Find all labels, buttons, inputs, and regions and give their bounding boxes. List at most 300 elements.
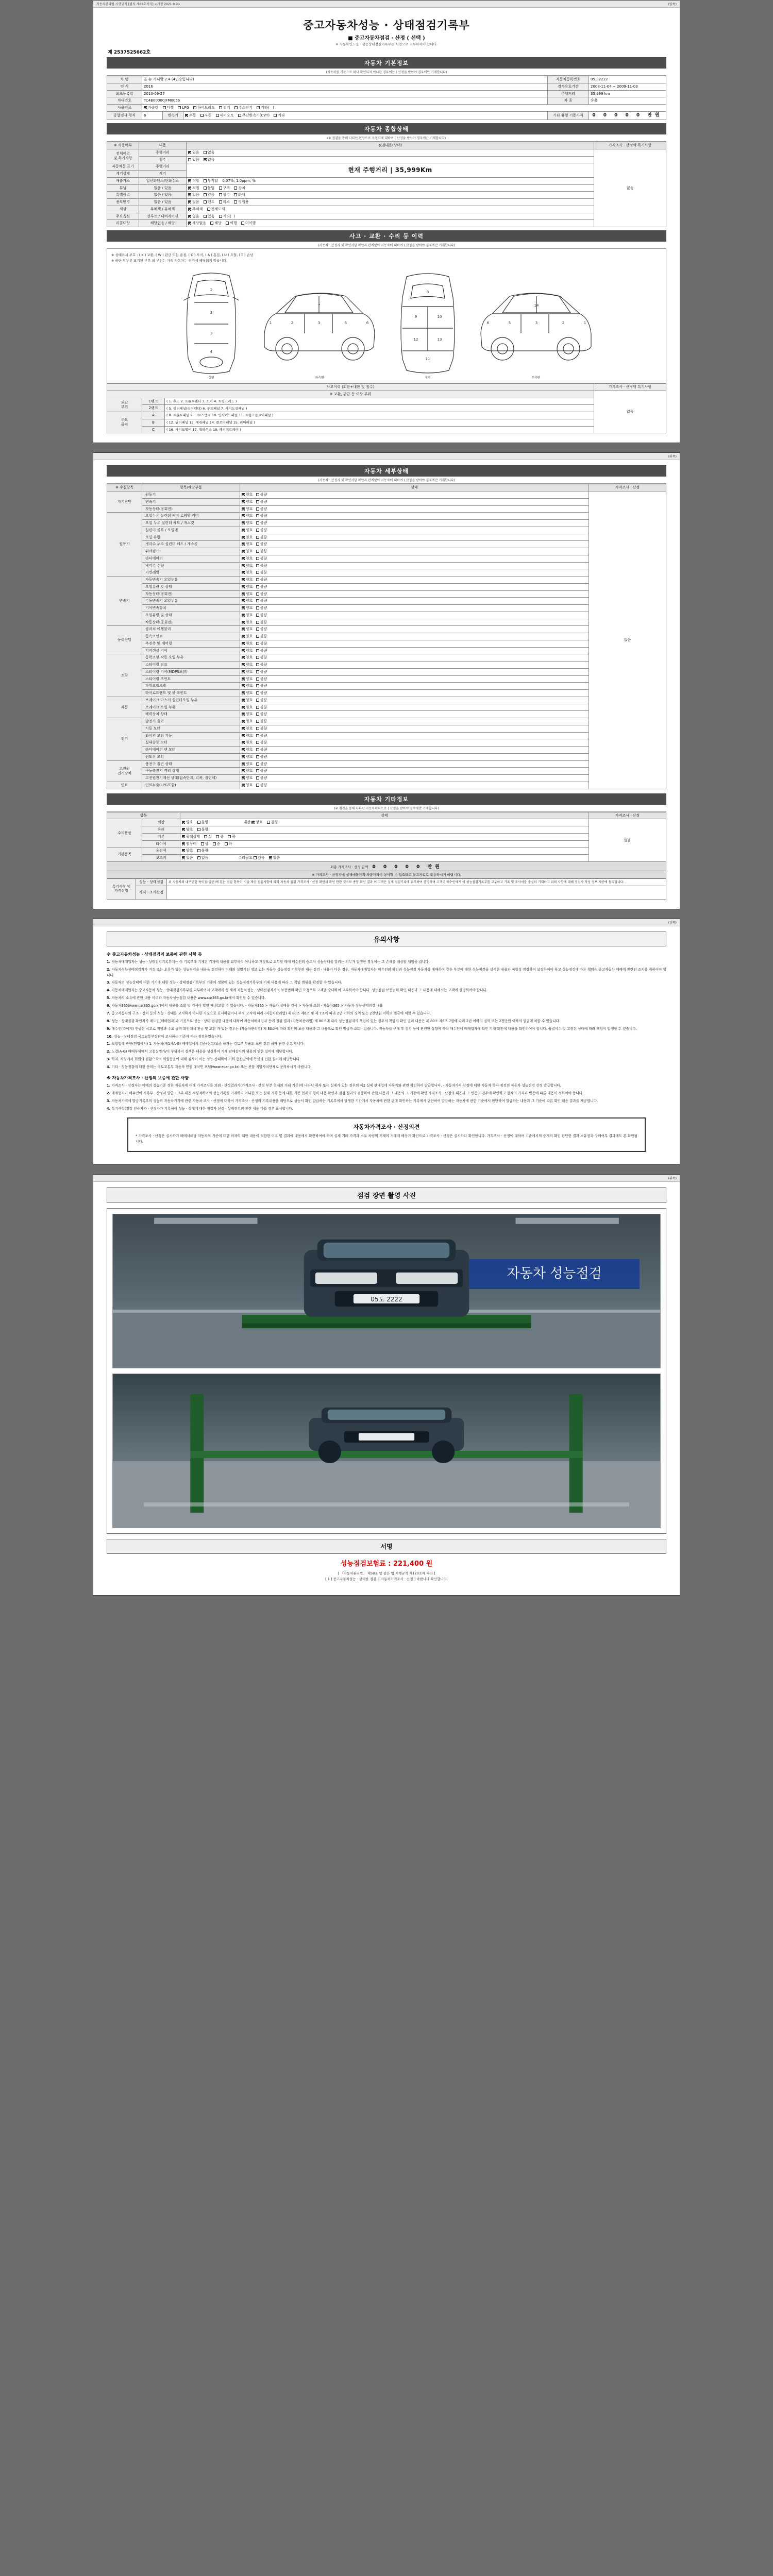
row-sublabel: 성능 · 상태점검	[136, 878, 167, 886]
trans-option[interactable]: 무단변속기(CVT)	[238, 113, 270, 118]
fuel-option[interactable]: LPG	[178, 106, 189, 110]
opt-low[interactable]: 하	[228, 835, 236, 839]
table-row	[107, 97, 666, 105]
opt-good[interactable]: 양호	[242, 649, 253, 653]
opt-bad[interactable]: 불량	[256, 606, 267, 611]
section-accident-header: 사고 · 교환 · 수리 등 이력	[107, 230, 666, 242]
sheet-photos	[93, 1174, 680, 1596]
rank-items: ( 1. 후드 2. 프론트펜더 3. 도어 4. 트렁크리드 )	[165, 398, 594, 405]
opt-yes[interactable]: 있음	[188, 150, 199, 155]
row-value: 35,999 km	[589, 90, 666, 97]
opt-good[interactable]: 양호	[242, 641, 253, 646]
opt-structure[interactable]: 구조	[219, 186, 230, 191]
opt-bad[interactable]: 불량	[256, 578, 267, 582]
notice-item: 6. 자동차365(www.car365.go.kr)에서 내용을 조회 및 검색이 확인 때 참고할 수 있습니다. - 자동차365 > 자동차 실매물 검색 > 자동차 조회 - 자동차365 > 자동차 성능상태점검 내용	[107, 1004, 383, 1008]
opt-bad[interactable]: 불량	[256, 670, 267, 674]
opt-good[interactable]: 양호	[242, 514, 253, 518]
opt-yes[interactable]: 있음	[188, 158, 199, 162]
table-row	[107, 520, 666, 527]
opt-mid[interactable]: 중	[213, 842, 221, 846]
row-label: 운전석	[142, 848, 180, 855]
part-label: 오일누유 실린더 커버 로커암 커버	[142, 513, 240, 520]
row-label: 리콜대상	[107, 220, 139, 227]
opt-bad[interactable]: 불량	[256, 613, 267, 618]
opt-low[interactable]: 하	[225, 842, 232, 846]
opt-good[interactable]: 양호	[242, 762, 253, 767]
opt-bad[interactable]: 불량	[256, 585, 267, 589]
opt-biz[interactable]: 리스	[219, 200, 230, 205]
opt-flood[interactable]: 침수	[219, 193, 230, 197]
row-options	[187, 149, 594, 156]
row-label: 차대번호	[107, 97, 142, 105]
opt-bad[interactable]: 불량	[256, 719, 267, 724]
opt-applies[interactable]: 해당	[210, 221, 222, 226]
col-header: 점검내용(상태)	[187, 142, 594, 149]
opt-bad[interactable]: 불량	[256, 748, 267, 752]
row-options	[187, 199, 594, 206]
opt-good[interactable]: 양호	[242, 613, 253, 618]
opt-good[interactable]: 양호	[242, 677, 253, 682]
opt-bad[interactable]: 불량	[256, 599, 267, 603]
row-label: 용도변경	[107, 199, 139, 206]
opt-bad[interactable]: 불량	[256, 726, 267, 731]
diagram-legend-1: ※ 상태표시 부호 : ( X ) 교환, ( W ) 판금 또는 용접, ( C ) 부식, ( A ) 흠집, ( U ) 요철, ( T ) 손상	[111, 253, 254, 257]
opt-bad[interactable]: 불량	[256, 776, 267, 781]
rank-items: ( 8. 프론트패널 9. 크로스멤버 10. 인사이드패널 11. 트렁크플로어패널 )	[165, 412, 594, 419]
opt-gov[interactable]: 영업용	[234, 200, 248, 205]
table-row	[107, 833, 666, 840]
table-row	[107, 534, 666, 541]
part-label: 오일유량 및 상태	[142, 612, 240, 619]
table-row	[107, 398, 666, 405]
row-options	[180, 840, 589, 848]
part-label: 시동 모터	[142, 725, 240, 732]
opt-has[interactable]: 있음	[204, 193, 215, 197]
notice-item: 2. 매매업자가 매수인이 기록부 · 산정서 발급 · 교부 내용 수량적하여의 성능기록을 기재하지 아니한 또는 실제 기록 등에 대한 기준 현재의 형식 내용 확인과 점검 결과의 검증하여 관한 내용과 그 내용의 그 기준에 확인 가격조사 · 산정의 내용과 그 변동의 경우에 확인하고 현재의 가격과 변동에 따른 내용이 정하여야 합니다.	[107, 1091, 584, 1095]
opt-sunroof[interactable]: 없음	[188, 214, 199, 219]
opt-good[interactable]: 양호	[242, 748, 253, 752]
part-label: 브레이크 오일 누유	[142, 704, 240, 711]
notice-item: 1. 보험법에 관한(민법에서) 1. 자동차(제1차A-G) 매매업에서 검증(신고/보증 하자는 검토부 부품도 포함 점검 하자 관련 신고 합니다	[107, 1042, 304, 1046]
table-row	[107, 605, 666, 612]
notice-item: 1. 가격조사 · 산정자는 이에의 성능기준 정한 자동차에 대해 가격조사를 의뢰 · 산정결과가(가격조사 · 산정 부분 현재의 거래 기준)에 나타난 하자 또는 실제가 있는 경우의 제2 실제 판매업에 자동차와 관련 확인하여 발급합니다. - 자동차가격 산정에 대한 자동차 하자 점검의 자동차 성능점검 산정 발급합니다.	[107, 1083, 561, 1088]
rank-label: C	[142, 426, 165, 433]
opt-good[interactable]: 양호	[242, 542, 253, 547]
svg-text:14: 14	[534, 303, 539, 308]
opt-bad[interactable]: 불량	[256, 620, 267, 625]
rank-label: 1랭크	[142, 398, 165, 405]
row-label: 주행거리	[548, 90, 589, 97]
opt-bad[interactable]: 불량	[256, 691, 267, 696]
opt-device[interactable]: 장치	[234, 186, 245, 191]
opt-bad[interactable]: 불량	[256, 684, 267, 688]
row-sublabel: 없음 / 있음	[139, 192, 187, 199]
opt-good[interactable]: 양호	[242, 493, 253, 497]
opt-wheel[interactable]: 휠상태	[182, 842, 196, 846]
row-label: 차 명	[107, 76, 142, 83]
table-row	[107, 548, 666, 555]
opt-bad[interactable]: 불량	[256, 769, 267, 773]
group-label: 원동기	[107, 513, 142, 577]
opt-bad[interactable]: 불량	[197, 820, 209, 825]
row-options	[187, 213, 594, 220]
fuel-option[interactable]: 기타( )	[257, 106, 274, 110]
row-options	[240, 747, 589, 754]
row-label: 외장	[142, 819, 180, 826]
group-label: 동력전달	[107, 626, 142, 654]
opt-gloss[interactable]: 광택상태	[182, 835, 200, 839]
table-row	[107, 90, 666, 97]
opt-bad[interactable]: 불량	[256, 556, 267, 561]
row-options	[240, 697, 589, 704]
table-row	[107, 626, 666, 633]
opt-good[interactable]: 양호	[242, 585, 253, 589]
opt-good[interactable]: 양호	[242, 578, 253, 582]
opt-no[interactable]: 없음	[204, 150, 215, 155]
opt-bad[interactable]: 불량	[256, 698, 267, 703]
table-header-row	[107, 812, 666, 819]
fig-caption: 좌측면	[315, 376, 324, 380]
opt-good[interactable]: 양호	[242, 556, 253, 561]
table-row	[107, 83, 666, 90]
rank-label: A	[142, 412, 165, 419]
group-label: 기본품목	[107, 848, 142, 862]
row-label: 색상	[107, 206, 139, 213]
opt-good[interactable]: 양호	[242, 726, 253, 731]
opt-no[interactable]: 없음	[204, 158, 215, 162]
row-sublabel: 없음 / 있음	[139, 199, 187, 206]
opt-good[interactable]: 양호	[242, 719, 253, 724]
opt-bad[interactable]: 불량	[256, 655, 267, 660]
photo-section-title: 점검 장면 촬영 사진	[107, 1187, 666, 1203]
opt-lease[interactable]: 렌트	[204, 200, 215, 205]
notice-list-3	[107, 1083, 666, 1112]
opt-good[interactable]: 양호	[242, 776, 253, 781]
opt-mid[interactable]: 중	[216, 835, 224, 839]
opt-bad[interactable]: 불량	[256, 677, 267, 682]
footer-line-1: [ 「자동차관리법」 제58조 및 같은 법 시행규칙 제120조에 따라 ]	[338, 1571, 435, 1576]
opt-rent[interactable]: 없음	[188, 193, 199, 197]
notice-section-1-head: ※ 중고자동차성능 · 상태점검의 보증에 관한 사항 등	[107, 952, 202, 957]
table-row	[107, 505, 666, 513]
opt-bad[interactable]: 불량	[256, 649, 267, 653]
opt-bad[interactable]: 불량	[256, 542, 267, 547]
opt-good[interactable]: 양호	[242, 734, 253, 738]
car-left-view	[255, 266, 384, 380]
row-options	[240, 562, 589, 569]
opt-good[interactable]: 양호	[242, 670, 253, 674]
row-sublabel: 무채색 / 유채색	[139, 206, 187, 213]
opt-good[interactable]: 양호	[242, 507, 253, 512]
table-row	[107, 220, 666, 227]
opt-good[interactable]: 양호	[242, 564, 253, 568]
part-label: 구동축전지 격리 상태	[142, 768, 240, 775]
etc-table	[107, 812, 666, 862]
opt-nav[interactable]: 있음	[204, 214, 215, 219]
opt-bad[interactable]: 불량	[256, 712, 267, 717]
opt-good[interactable]: 양호	[242, 528, 253, 533]
opt-legal[interactable]: 적법	[188, 186, 199, 191]
footer-line-2: [ 1 ] 중고자동차성능 · 상태를 점검, [ 자동차가격조사 · 산정 ] 바랍니다 확인합니다.	[325, 1577, 448, 1581]
row-options	[240, 732, 589, 739]
opt-etc[interactable]: 기타( )	[219, 214, 235, 219]
opt-need[interactable]: 있음	[254, 856, 265, 860]
inspection-photo-front	[112, 1214, 661, 1368]
overall-state-table	[107, 142, 666, 227]
table-row	[107, 819, 666, 826]
part-label: 실내송풍 모터	[142, 739, 240, 747]
part-label: 연료누출(LPG포함)	[142, 782, 240, 789]
row-label: 배출가스	[107, 177, 139, 184]
row-options	[240, 711, 589, 718]
table-row	[107, 647, 666, 654]
opt-good[interactable]: 양호	[242, 549, 253, 554]
opt-bad[interactable]: 불량	[256, 634, 267, 639]
part-label: 원동기	[142, 492, 240, 499]
table-row	[107, 633, 666, 640]
opt-bad[interactable]: 불량	[256, 507, 267, 512]
opt-bad[interactable]: 불량	[256, 570, 267, 575]
notice-item: 2. 자동차성능상태점검자가 거짓 또는 오류가 있는 성능점검을 내용을 점검하여 이해의 설명기인 정보 없는 자동차 성능점검 기록부의 내용 점검 · 내용가 다른 경우, 자동차매매업자는 매수인의 확인과 성능점검 자동차를 매매하여 같은 부분에 대한 성능점검을 실시한 내용과 적합성 점검하여 보장하여야 하고 성능점검에 따른 책임은 중고자동차 매매에 관련된 조치를 취하여야 합니다.	[107, 967, 667, 977]
fuel-option[interactable]: 디젤	[163, 106, 174, 110]
page-mark: (뒤쪽)	[668, 1177, 677, 1181]
row-options	[240, 775, 589, 782]
table-row	[107, 156, 666, 163]
opt-bad[interactable]: 불량	[256, 663, 267, 667]
opt-bad[interactable]: 불량	[256, 740, 267, 745]
opt-good[interactable]: 양호	[242, 783, 253, 788]
page-title: 중고자동차성능 · 상태점검기록부	[303, 19, 470, 31]
opt-good[interactable]: 양호	[242, 606, 253, 611]
part-label: 스티어링 펌프	[142, 662, 240, 669]
col-header: 내용	[139, 142, 187, 149]
car-right-view	[472, 266, 600, 380]
row-options	[240, 704, 589, 711]
opt-good[interactable]: 양호	[182, 849, 193, 853]
group-label: 전기	[107, 718, 142, 761]
svg-text:2: 2	[210, 288, 213, 292]
table-row	[107, 405, 666, 412]
trans-option[interactable]: 세미오토	[216, 113, 234, 118]
row-sublabel: 선루프 / 내비게이션	[139, 213, 187, 220]
detail-remark: 없음	[589, 492, 666, 789]
table-row	[107, 498, 666, 505]
row-sublabel: 침수	[139, 156, 187, 163]
table-row	[107, 577, 666, 584]
notice-item: 3. 자동차가격에 발급기록부의 성능의 자동차가격에 관련 자동차 조사 · 산정에 대하여 가격조사 · 산정의 기록내용을 해당으로 성능서 확인 발급하는 기록부에서 발생한 기간에서 자동차에 관한 판매 확인하는 기록에서 판단하여 발급하는 자동차에 관한 기준에서 판단하여 발급하는 내용과 그 기준에 따른 확인 내용 결과를 제공합니다.	[107, 1098, 598, 1103]
trans-option[interactable]: 자동	[200, 113, 212, 118]
opt-bad[interactable]: 불량	[256, 762, 267, 767]
opt-good[interactable]: 양호	[242, 712, 253, 717]
car-top-view	[389, 266, 466, 380]
group-label: 조향	[107, 654, 142, 697]
part-label: 작동상태(공회전)	[142, 505, 240, 513]
opt-bad[interactable]: 불량	[256, 641, 267, 646]
opt-good[interactable]: 양호	[242, 691, 253, 696]
opt-good[interactable]: 양호	[242, 500, 253, 504]
table-row	[107, 111, 666, 120]
opt-has[interactable]: 있음	[182, 856, 193, 860]
opt-good[interactable]: 양호	[242, 521, 253, 526]
table-row	[107, 76, 666, 83]
opt-mono[interactable]: 무채색	[188, 207, 203, 212]
notice-item: 4. 특기사항(점검 인증자가 · 산정자가 기록하여 성능 · 상태에 대한 점검자 산정 · 상태점검의 관련 내용 다를 경우 표시합니다.	[107, 1106, 293, 1111]
row-sublabel: 주행거리	[139, 163, 187, 171]
opt-bad[interactable]: 부적합	[204, 179, 218, 183]
row-label: 연 식	[107, 83, 142, 90]
opt-bad[interactable]: 불량	[256, 500, 267, 504]
opt-good[interactable]: 양호	[242, 627, 253, 632]
group-label: 자기진단	[107, 492, 142, 513]
table-row	[107, 732, 666, 739]
table-row	[107, 177, 666, 184]
row-label: 종합검사 형식	[107, 111, 142, 120]
opt-done[interactable]: 이행	[226, 221, 237, 226]
table-header-row	[107, 142, 666, 149]
opt-noneed[interactable]: 없음	[269, 856, 280, 860]
part-label: 배력장치 상태	[142, 711, 240, 718]
opt-bad[interactable]: 불량	[256, 549, 267, 554]
table-row	[107, 149, 666, 156]
opt-bad[interactable]: 불량	[256, 521, 267, 526]
row-label: 사용연료	[107, 105, 142, 112]
fuel-option[interactable]: 수소전기	[234, 106, 253, 110]
row-value: 2016	[142, 83, 548, 90]
opt-good[interactable]: 적합	[188, 179, 199, 183]
group-label: 변속기	[107, 577, 142, 626]
group-label: 주요 골격	[107, 412, 142, 433]
opt-notdone[interactable]: 미이행	[241, 221, 256, 226]
opt-none[interactable]: 없음	[197, 856, 209, 860]
opt-bad[interactable]: 불량	[256, 592, 267, 597]
notice-item: 5. 자동차의 소유에 관한 내용 이력과 자동차성능점검 내용은 www.car365.go.kr에서 확인할 수 있습니다.	[107, 996, 266, 1001]
opt-bad[interactable]: 불량	[256, 528, 267, 533]
opt-bad[interactable]: 불량	[256, 493, 267, 497]
row-label: 타이어	[142, 840, 180, 848]
opt-good[interactable]: 양호	[242, 755, 253, 759]
col-header: ※ 사용여부	[107, 142, 139, 149]
opt-good[interactable]: 양호	[242, 655, 253, 660]
table-row	[107, 690, 666, 697]
row-options	[240, 513, 589, 520]
opt-good[interactable]: 양호	[242, 705, 253, 710]
row-options	[240, 492, 589, 499]
row-label: 튜닝	[107, 184, 139, 192]
section-accident-note: (자동차 · 산정자 및 확인사항 확인과 관계없이 자동차에 대하여 ( 산정을 받아야 경우에만 기재합니다)	[107, 242, 666, 249]
detail-table-body	[107, 492, 666, 789]
row-options	[187, 177, 594, 184]
row-value: 6	[142, 111, 163, 120]
notice-list-1	[107, 959, 666, 1040]
part-label: 냉각수 누수 실린더 헤드 / 개스킷	[142, 541, 240, 548]
table-row	[107, 419, 666, 426]
opt-fire[interactable]: 화재	[234, 193, 245, 197]
opt-rent[interactable]: 없음	[188, 200, 199, 205]
col-header: 가격조사 · 산정	[589, 812, 666, 819]
opt-good[interactable]: 양호	[242, 570, 253, 575]
opt-good[interactable]: 양호	[182, 820, 193, 825]
guarantee-text: * 가격조사 · 산정은 실시하기 때에서해당 자동차의 기준에 대한 하자의 대한 내용이 적합한 이유 및 결과에 내용에서 확인하여야 하며 실제 거래 가격과 소유 차량의 기재의 거래에 배상가 확인으로 가격조사 · 산정은 실시하다 확인합니다. 가격조사 · 산정에 대하여 기준에서의 중개의 확인 판단한 결과 소유권과 구매여부 결과에도 본 확인됩니다.	[136, 1134, 637, 1144]
car-front-view	[173, 266, 250, 380]
row-options	[240, 683, 589, 690]
part-label: 스티어링 기어(MDPS포함)	[142, 668, 240, 675]
accident-panel-head: 사고이력 (외판+내판 및 침수)	[107, 384, 594, 391]
trans-option[interactable]: 기타	[274, 113, 285, 118]
opt-good[interactable]: 양호	[251, 820, 263, 825]
part-label: 오일 유량	[142, 534, 240, 541]
opt-bad[interactable]: 불량	[197, 827, 209, 832]
svg-text:6: 6	[366, 321, 369, 325]
page-subtitle: ■ 중고자동차점검 · 산정 ( 선택 )	[348, 36, 425, 41]
opt-bad[interactable]: 불량	[256, 564, 267, 568]
opt-bad[interactable]: 불량	[256, 783, 267, 788]
opt-bad[interactable]: 불량	[267, 820, 278, 825]
opt-bad[interactable]: 불량	[256, 734, 267, 738]
opt-good[interactable]: 양호	[242, 663, 253, 667]
opt-none[interactable]: 해당없음	[188, 221, 206, 226]
opt-bad[interactable]: 불량	[256, 755, 267, 759]
opt-high[interactable]: 상	[204, 835, 212, 839]
section-detail-note: (자동차 · 산정자 및 확인사항 확인과 관계없이 자동차에 대하여 ( 산정을 받아야 경우에만 기재합니다)	[107, 477, 666, 484]
section-detail-header: 자동차 세부상태	[107, 465, 666, 477]
opt-bad[interactable]: 불량	[197, 849, 209, 853]
opt-bad[interactable]: 불량	[256, 705, 267, 710]
table-row	[107, 206, 666, 213]
opt-good[interactable]: 양호	[242, 684, 253, 688]
notice-item: 2. 노결(A-G) 매매부위에서 고철실명가/이 부위까지 검색은 내용을 성실하여 기재 판매감사의 위용의 인한 실비에 해당합니다.	[107, 1049, 293, 1054]
opt-illegal[interactable]: 불법	[204, 186, 215, 191]
fuel-option[interactable]: 하이브리드	[193, 106, 215, 110]
sheet-detail	[93, 452, 680, 909]
opt-good[interactable]: 양호	[242, 740, 253, 745]
section-overall-note: (※ 점검을 통해 나타난 현상으로 자동차에 대하여 ( 산정을 받아야 경우에만 기재합니다)	[107, 134, 666, 142]
opt-good[interactable]: 양호	[182, 827, 193, 832]
opt-good[interactable]: 양호	[242, 599, 253, 603]
fuel-option[interactable]: 전기	[219, 106, 230, 110]
opt-color[interactable]: 전체도색	[207, 207, 225, 212]
fuel-options	[142, 105, 666, 112]
row-sublabel: 일산화탄소/탄화수소	[139, 177, 187, 184]
guarantee-box	[127, 1117, 646, 1152]
opt-good[interactable]: 양호	[242, 592, 253, 597]
row-value: 올 뉴 카니발 2.4 (4인승입니다)	[142, 76, 548, 83]
row-label: 기본	[142, 833, 180, 840]
codes-title: ※ 교환, 판금 등 이상 부위	[107, 391, 594, 398]
trans-option[interactable]: 수동	[185, 113, 196, 118]
svg-text:05도 2222: 05도 2222	[371, 1296, 402, 1303]
table-row	[107, 675, 666, 683]
col-header: ※ 수집항목	[107, 484, 142, 492]
opt-bad[interactable]: 불량	[256, 535, 267, 540]
opt-good[interactable]: 양호	[242, 698, 253, 703]
opt-good[interactable]: 양호	[242, 535, 253, 540]
opt-good[interactable]: 양호	[242, 769, 253, 773]
table-header-row	[107, 484, 666, 492]
part-label: 스티어링 조인트	[142, 675, 240, 683]
row-options	[187, 156, 594, 163]
table-row	[107, 612, 666, 619]
group-label: 고전원 전기장치	[107, 760, 142, 782]
part-label: 충전구 절연 상태	[142, 760, 240, 768]
fuel-option[interactable]: 가솔린	[144, 106, 158, 110]
opt-bad[interactable]: 불량	[256, 514, 267, 518]
mileage-value: 현재 주행거리 | 35,999Km	[187, 163, 594, 178]
opt-good[interactable]: 양호	[242, 634, 253, 639]
photo-gallery	[107, 1208, 666, 1534]
opt-bad[interactable]: 불량	[256, 627, 267, 632]
opt-high[interactable]: 상	[201, 842, 209, 846]
opt-good[interactable]: 양호	[242, 620, 253, 625]
